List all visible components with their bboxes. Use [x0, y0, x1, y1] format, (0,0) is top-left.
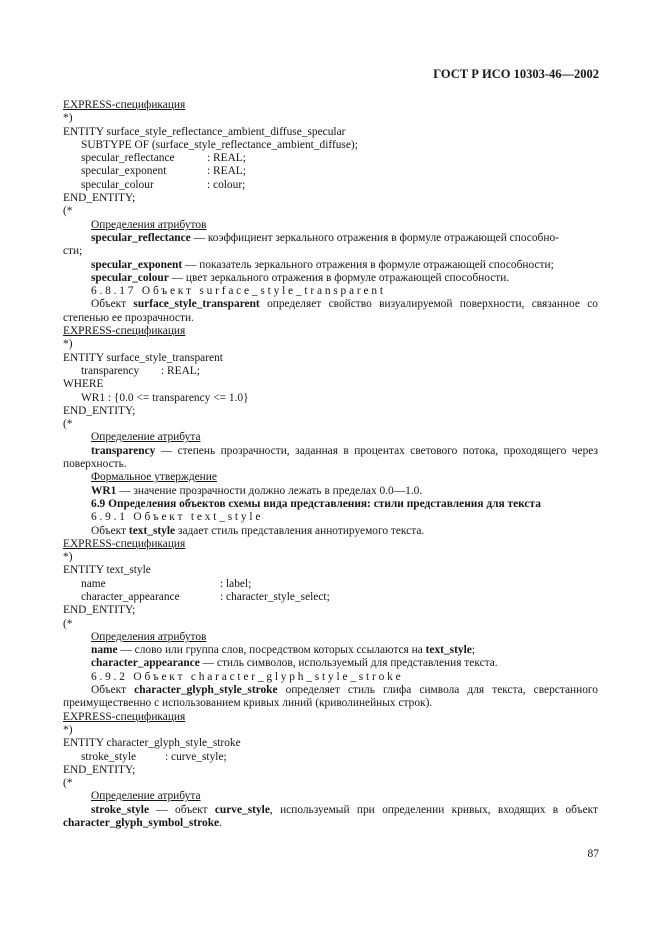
attribute-type: : label; — [220, 577, 252, 590]
where-keyword: WHERE — [63, 378, 104, 391]
definition-paragraph — [63, 445, 598, 472]
definition-text: — степень прозрачности, заданная в процентах светового потока, проходящего через поверхность. — [63, 444, 598, 471]
definition-continuation: сти; — [63, 245, 83, 258]
comment-close: *) — [63, 723, 73, 736]
attribute-type: : colour; — [207, 178, 246, 191]
definition-text: — слово или группа слов, посредством которых ссылаются на — [117, 644, 426, 657]
definition-text: — цвет зеркального отражения в формуле отражающей способности. — [168, 271, 510, 284]
attribute-line — [63, 165, 598, 178]
comment-open: (* — [63, 617, 73, 630]
definition-end: . — [219, 817, 222, 830]
end-entity: END_ENTITY; — [63, 192, 136, 205]
attribute-type: : curve_style; — [165, 750, 227, 763]
attribute-line — [63, 179, 598, 192]
attribute-line — [63, 751, 598, 764]
definition-ref: curve_style — [214, 803, 270, 816]
definition-term: stroke_style — [91, 803, 149, 816]
definitions-title: Определения атрибутов — [91, 630, 207, 643]
attribute-line — [63, 578, 598, 591]
definition-text: — стиль символов, используемый для представления текста. — [199, 657, 498, 670]
entity-declaration: ENTITY character_glyph_style_stroke — [63, 737, 241, 750]
formal-statement-title: Формальное утверждение — [91, 471, 217, 484]
attribute-name: specular_reflectance — [81, 152, 175, 165]
definitions-title: Определение атрибута — [91, 790, 201, 803]
definition-line — [63, 259, 598, 272]
intro-prefix: Объект — [91, 684, 135, 697]
formal-statement — [63, 485, 598, 498]
formal-term: WR1 — [91, 484, 117, 497]
definition-term: character_appearance — [91, 657, 200, 670]
clause-heading: 6.9.1 Объект text_style — [91, 511, 264, 524]
clause-heading: 6.8.17 Объект surface_style_transparent — [91, 285, 386, 298]
definition-end: ; — [471, 644, 475, 657]
attribute-line — [63, 365, 598, 378]
comment-close: *) — [63, 338, 73, 351]
end-entity: END_ENTITY; — [63, 404, 136, 417]
comment-open: (* — [63, 777, 73, 790]
entity-declaration: ENTITY surface_style_reflectance_ambient_diffuse_specular — [63, 125, 346, 138]
entity-declaration: ENTITY surface_style_transparent — [63, 351, 223, 364]
definition-ref: character_glyph_symbol_stroke — [63, 817, 220, 830]
definition-text: — коэффициент зеркального отражения в формуле отражающей способно- — [190, 231, 559, 244]
intro-term: surface_style_transparent — [133, 298, 260, 311]
intro-text: определяет стиль глифа символа для текста, сверстанного преимущественно с использованием кривых линий (криволинейных строк). — [63, 684, 598, 710]
definition-line — [63, 657, 598, 670]
definition-term: specular_exponent — [91, 258, 183, 271]
attribute-name: character_appearance — [81, 590, 180, 603]
clause-heading: 6.9.2 Объект character_glyph_style_stroke — [91, 670, 404, 683]
definition-line — [63, 232, 598, 245]
definitions-title: Определения атрибутов — [91, 218, 207, 231]
definition-text: , используемый при определении кривых, входящих в объект — [269, 803, 598, 816]
attribute-name: name — [81, 577, 106, 590]
page-number: 87 — [587, 848, 599, 860]
intro-prefix: Объект — [91, 298, 134, 311]
definition-term: transparency — [91, 444, 156, 457]
intro-term: text_style — [128, 524, 176, 537]
express-spec-label: EXPRESS-спецификация — [63, 325, 186, 338]
express-spec-label: EXPRESS-спецификация — [63, 710, 186, 723]
definition-ref: text_style — [425, 644, 472, 657]
intro-prefix: Объект — [91, 524, 129, 537]
clause-intro — [63, 525, 598, 538]
page-header: ГОСТ Р ИСО 10303-46—2002 — [433, 67, 599, 81]
definitions-title: Определение атрибута — [91, 431, 201, 444]
end-entity: END_ENTITY; — [63, 763, 136, 776]
attribute-name: transparency — [81, 364, 140, 377]
definition-line — [63, 644, 598, 657]
comment-open: (* — [63, 205, 73, 218]
definition-line — [63, 272, 598, 285]
definition-paragraph — [63, 804, 598, 831]
entity-declaration: ENTITY text_style — [63, 564, 151, 577]
attribute-type: : character_style_select; — [220, 590, 330, 603]
comment-open: (* — [63, 418, 73, 431]
definition-text: — объект — [149, 803, 215, 816]
attribute-line — [63, 152, 598, 165]
subtype-declaration: SUBTYPE OF (surface_style_reflectance_ambient_diffuse); — [81, 138, 358, 151]
express-spec-label: EXPRESS-спецификация — [63, 537, 186, 550]
intro-text: определяет свойство визуалируемой поверхности, связанное со степенью ее прозрачности. — [63, 298, 598, 324]
definition-text: — показатель зеркального отражения в формуле отражающей способности; — [182, 258, 554, 271]
clause-intro — [63, 298, 598, 325]
comment-close: *) — [63, 551, 73, 564]
definition-term: specular_reflectance — [91, 231, 191, 244]
attribute-type: : REAL; — [207, 165, 246, 178]
attribute-name: specular_exponent — [81, 165, 167, 178]
attribute-name: specular_colour — [81, 178, 154, 191]
section-heading — [63, 498, 598, 511]
attribute-name: stroke_style — [81, 750, 137, 763]
clause-intro — [63, 684, 598, 711]
intro-term: character_glyph_style_stroke — [134, 684, 278, 697]
comment-close: *) — [63, 112, 73, 125]
express-spec-label: EXPRESS-спецификация — [63, 99, 186, 111]
formal-text: — значение прозрачности должно лежать в пределах 0.0—1.0. — [116, 484, 423, 497]
attribute-type: : REAL; — [161, 364, 200, 377]
document-body — [63, 99, 598, 830]
definition-term: specular_colour — [91, 271, 169, 284]
section-title: 6.9 Определения объектов схемы вида представления: стили представления для текста — [91, 497, 541, 510]
definition-term: name — [91, 644, 118, 657]
end-entity: END_ENTITY; — [63, 604, 136, 617]
attribute-type: : REAL; — [207, 152, 246, 165]
attribute-line — [63, 591, 598, 604]
where-rule: WR1 : {0.0 <= transparency <= 1.0} — [81, 391, 249, 404]
intro-text: задает стиль представления аннотируемого текста. — [175, 524, 425, 537]
